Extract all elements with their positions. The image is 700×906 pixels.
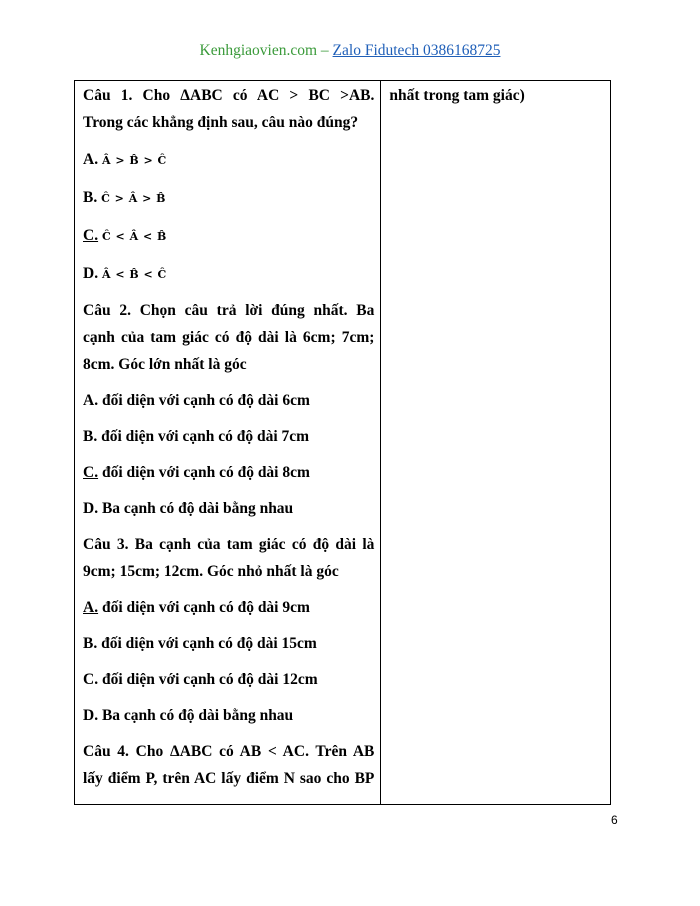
q2-line2: cạnh của tam giác có độ dài là 6cm; 7cm; [83, 329, 375, 346]
header-separator: – [317, 42, 333, 59]
q2-line1: Câu 2. Chọn câu trả lời đúng nhất. Ba [83, 302, 375, 319]
q1-line2: Trong các khẳng định sau, câu nào đúng? [83, 114, 359, 131]
q2-option-d: D. Ba cạnh có độ dài bằng nhau [83, 500, 294, 517]
q2-c-label: C. [83, 464, 99, 481]
q3-line1: Câu 3. Ba cạnh của tam giác có độ dài là [83, 536, 375, 553]
q1-option-c [75, 222, 380, 250]
q3-a-label: A. [83, 599, 99, 616]
q3-option-a [75, 594, 380, 621]
header-site[interactable]: Kenhgiaovien.com [199, 42, 318, 59]
q2-option-c [75, 459, 380, 486]
q1-option-d [75, 260, 380, 288]
q3-option-c: C. đối diện với cạnh có độ dài 12cm [83, 671, 318, 688]
q1-option-a [75, 146, 380, 174]
page-number: 6 [611, 813, 618, 827]
q2-c-text: đối diện với cạnh có độ dài 8cm [98, 464, 310, 481]
q1-c-math: Ĉ < Â < B̂ [101, 230, 167, 243]
left-cell [75, 81, 381, 805]
q3-line2: 9cm; 15cm; 12cm. Góc nhỏ nhất là góc [83, 563, 339, 580]
right-cell-text: nhất trong tam giác) [389, 87, 525, 104]
q1-b-label: B. [83, 189, 98, 206]
q3-option-b: B. đối diện với cạnh có độ dài 15cm [83, 635, 317, 652]
q3-a-text: đối diện với cạnh có độ dài 9cm [98, 599, 310, 616]
q1-a-math: Â > B̂ > Ĉ [101, 154, 167, 167]
q1-b-math: Ĉ > Â > B̂ [101, 192, 166, 205]
q1-c-label: C. [83, 227, 99, 244]
right-cell [381, 81, 611, 805]
q3-stem [75, 531, 380, 585]
q1-d-math: Â < B̂ < Ĉ [101, 268, 167, 281]
q2-line3: 8cm. Góc lớn nhất là góc [83, 356, 247, 373]
q1-option-b [75, 184, 380, 212]
q1-a-label: A. [83, 151, 99, 168]
q4-stem [75, 738, 380, 792]
q3-option-d: D. Ba cạnh có độ dài bằng nhau [83, 707, 294, 724]
q4-line2: lấy điểm P, trên AC lấy điểm N sao cho BP [83, 770, 375, 787]
q1-line1: Câu 1. Cho ΔABC có AC > BC >AB. [83, 87, 375, 104]
q2-stem [75, 297, 380, 378]
q2-option-b: B. đối diện với cạnh có độ dài 7cm [83, 428, 310, 445]
page-header [0, 41, 700, 61]
q1-d-label: D. [83, 265, 99, 282]
q2-option-a: A. đối diện với cạnh có độ dài 6cm [83, 392, 310, 409]
q4-line1: Câu 4. Cho ΔABC có AB < AC. Trên AB [83, 743, 375, 760]
header-zalo-link[interactable]: Zalo Fidutech 0386168725 [332, 42, 501, 59]
q1-stem [75, 82, 380, 136]
question-table [74, 80, 611, 805]
